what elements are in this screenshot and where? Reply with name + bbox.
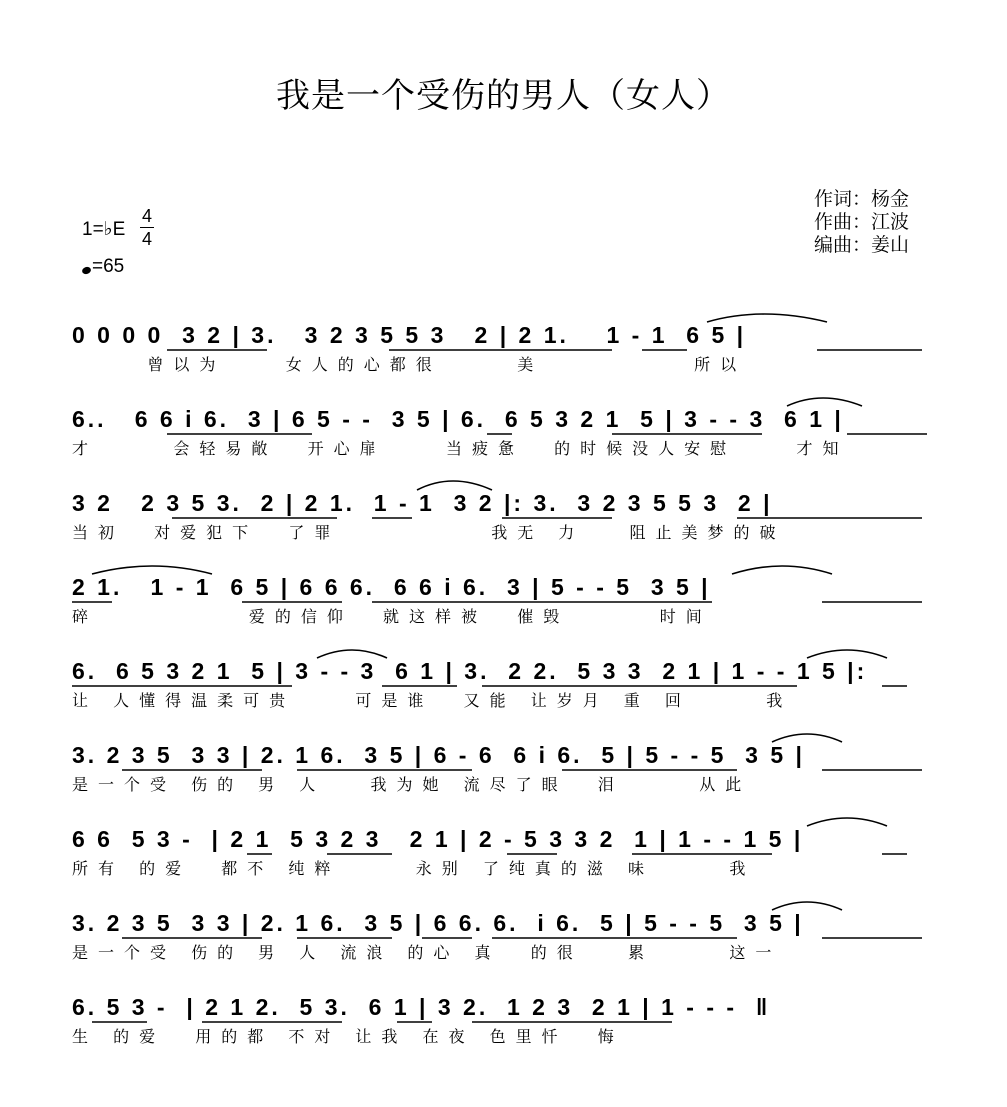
score-system-3 xyxy=(72,480,962,556)
notes-line: 6 6 5 3 - | 2 1 5 3 2 3 2 1 | 2 - 5 3 3 2 1 | 1 - - 1 5 | xyxy=(72,826,804,852)
score-system-2 xyxy=(72,396,962,472)
composer-credit: 作曲：江波 xyxy=(814,211,910,233)
lyrics-line: 生 的爱 用的都 不对 让我 在夜 色里忏 悔 xyxy=(72,1027,624,1046)
lyrics-line: 是一个受 伤的 男 人 我为她 流尽了眼 泪 从此 xyxy=(72,775,752,794)
notes-line: 3. 2 3 5 3 3 | 2. 1 6. 3 5 | 6 - 6 6 i 6. 5 | 5 - - 5 3 5 | xyxy=(72,742,805,768)
key-signature-block xyxy=(82,206,202,286)
notes-line: 6. 5 3 - | 2 1 2. 5 3. 6 1 | 3 2. 1 2 3 2 1 | 1 - - - ‖ xyxy=(72,994,771,1020)
notes-line: 0 0 0 0 3 2 | 3. 3 2 3 5 5 3 2 | 2 1. 1 - 1 6 5 | xyxy=(72,322,747,348)
score-system-6 xyxy=(72,732,962,808)
score-system-8 xyxy=(72,900,962,976)
tempo-marking xyxy=(82,256,124,278)
key-label: 1=♭E xyxy=(82,219,126,240)
time-signature xyxy=(140,206,154,249)
notes-line: 6.. 6 6 i 6. 3 | 6 5 - - 3 5 | 6. 6 5 3 2 1 5 | 3 - - 3 6 1 | xyxy=(72,406,844,432)
score-system-1 xyxy=(72,312,962,388)
lyricist-credit: 作词：杨金 xyxy=(814,188,910,210)
notes-line: 6. 6 5 3 2 1 5 | 3 - - 3 6 1 | 3. 2 2. 5 3 3 2 1 | 1 - - 1 5 |: xyxy=(72,658,868,684)
score-system-5 xyxy=(72,648,962,724)
lyrics-line: 让 人懂得温柔可贵 可是谁 又能 让岁月 重 回 我 xyxy=(72,691,793,710)
lyrics-line: 曾以为 女人的心都很 美 所以 xyxy=(72,355,747,374)
song-title: 我是一个受伤的男人（女人） xyxy=(276,76,731,116)
tempo-value: =65 xyxy=(92,256,125,277)
lyrics-line: 碎 爱的信仰 就这样被 催毁 时间 xyxy=(72,607,712,626)
arranger-credit: 编曲：姜山 xyxy=(814,234,910,256)
notes-line: 2 1. 1 - 1 6 5 | 6 6 6. 6 6 i 6. 3 | 5 - - 5 3 5 | xyxy=(72,574,711,600)
time-signature-top: 4 xyxy=(141,206,152,226)
credits xyxy=(814,188,909,257)
score-system-4 xyxy=(72,564,962,640)
notes-line: 3. 2 3 5 3 3 | 2. 1 6. 3 5 | 6 6. 6. i 6. 5 | 5 - - 5 3 5 | xyxy=(72,910,804,936)
lyrics-line: 才 会轻易敞 开心扉 当疲惫 的时候没人安慰 才知 xyxy=(72,439,849,458)
score-system-7 xyxy=(72,816,962,892)
lyrics-line: 是一个受 伤的 男 人 流浪 的心 真 的很 累 这一 xyxy=(72,943,782,962)
lyrics-line: 当初 对爱犯下 了罪 我无 力 阻止美梦的破 xyxy=(72,523,786,542)
score-system-9 xyxy=(72,984,962,1060)
lyrics-line: 所有 的爱 都不 纯粹 永别 了纯真的滋 味 我 xyxy=(72,859,756,878)
quarter-note-icon xyxy=(81,266,92,276)
notes-line: 3 2 2 3 5 3. 2 | 2 1. 1 - 1 3 2 |: 3. 3 2 3 5 5 3 2 | xyxy=(72,490,773,516)
time-signature-bottom: 4 xyxy=(141,229,152,249)
